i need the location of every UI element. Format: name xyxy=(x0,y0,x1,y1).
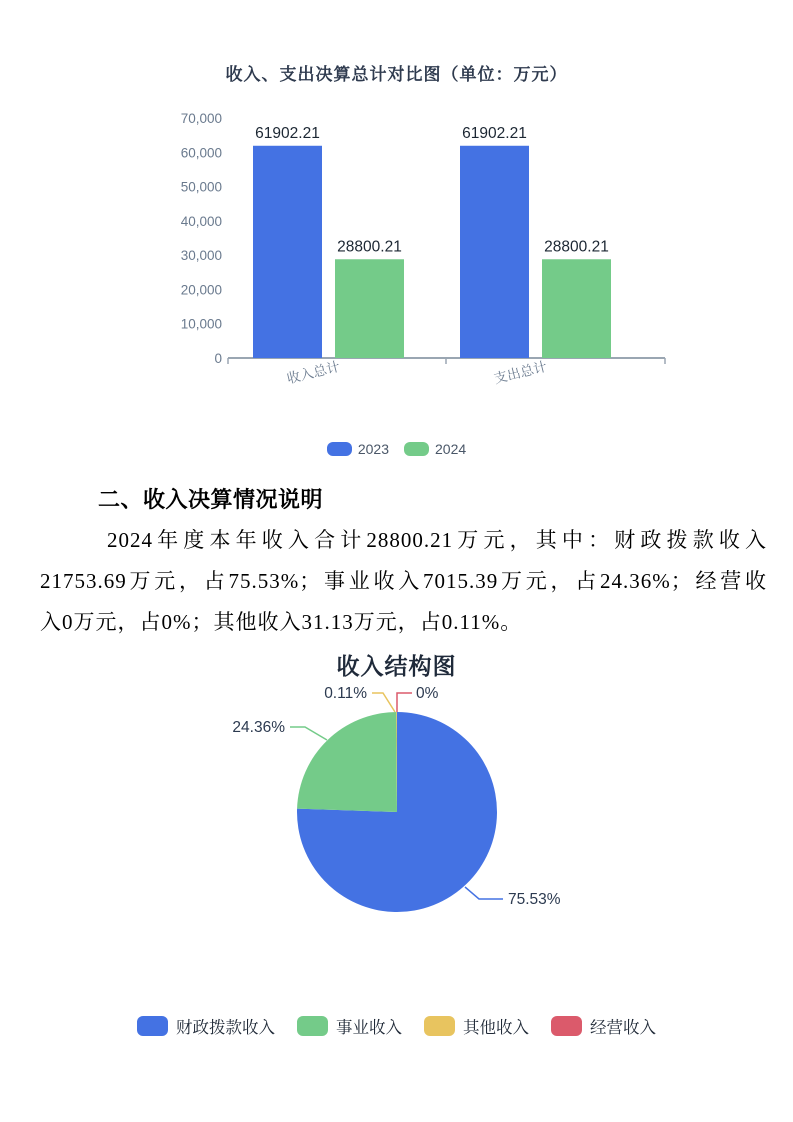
y-axis-tick-label: 40,000 xyxy=(180,213,222,229)
y-axis-tick-label: 10,000 xyxy=(180,316,222,332)
paragraph-line: 2024年度本年收入合计28800.21万元，其中：财政拨款收入 xyxy=(107,528,767,552)
pie-legend-item-0 xyxy=(137,1014,275,1038)
y-axis-tick-label: 0 xyxy=(214,351,222,366)
bar-value-label: 61902.21 xyxy=(462,124,527,142)
y-axis-tick-label: 60,000 xyxy=(180,145,222,161)
pie-label-line xyxy=(290,727,327,740)
legend-label: 2024 xyxy=(435,441,467,457)
pie-legend-item-3 xyxy=(551,1014,656,1038)
pie-chart xyxy=(145,660,650,970)
bar-2024-0 xyxy=(335,259,404,358)
legend-label: 经营收入 xyxy=(590,1019,656,1037)
body-paragraph xyxy=(40,520,767,643)
bar-value-label: 28800.21 xyxy=(544,238,609,256)
pie-chart-title: 收入结构图 xyxy=(336,653,457,679)
x-axis-category-label: 收入总计 xyxy=(285,358,342,387)
paragraph-line: 21753.69万元，占75.53%；事业收入7015.39万元，占24.36%；经营收 xyxy=(40,569,767,593)
pie-percent-label: 24.36% xyxy=(232,719,285,736)
pie-percent-label: 0.11% xyxy=(324,685,367,702)
pie-slice-1 xyxy=(297,712,397,812)
bar-2023-1 xyxy=(460,146,529,358)
x-axis-category-label: 支出总计 xyxy=(492,358,549,387)
bar-2023-0 xyxy=(253,146,322,358)
y-axis-tick-label: 50,000 xyxy=(180,179,222,195)
bar-value-label: 61902.21 xyxy=(255,124,320,142)
bar-legend-item-1 xyxy=(404,441,466,457)
legend-swatch-icon xyxy=(327,442,352,456)
bar-legend-item-0 xyxy=(327,441,389,457)
pie-chart-legend xyxy=(0,1014,793,1038)
pie-label-line xyxy=(372,693,395,712)
paragraph-line: 入0万元，占0%；其他收入31.13万元，占0.11%。 xyxy=(40,610,523,634)
y-axis-tick-label: 30,000 xyxy=(180,248,222,264)
y-axis-tick-label: 70,000 xyxy=(180,111,222,126)
pie-label-line xyxy=(465,887,503,899)
bar-value-label: 28800.21 xyxy=(337,238,402,256)
pie-percent-label: 0% xyxy=(416,685,439,702)
pie-legend-item-1 xyxy=(297,1014,402,1038)
y-axis-tick-label: 20,000 xyxy=(180,282,222,298)
legend-label: 2023 xyxy=(357,441,389,457)
pie-legend-item-2 xyxy=(424,1014,529,1038)
pie-label-line xyxy=(397,693,412,712)
bar-chart-legend xyxy=(0,441,793,457)
bar-chart xyxy=(180,96,685,406)
bar-2024-1 xyxy=(542,259,611,358)
bar-chart-title: 收入、支出决算总计对比图（单位：万元） xyxy=(225,65,568,84)
legend-label: 财政拨款收入 xyxy=(176,1019,275,1037)
legend-swatch-icon xyxy=(137,1016,168,1036)
legend-label: 事业收入 xyxy=(336,1019,402,1037)
pie-percent-label: 75.53% xyxy=(508,891,561,908)
legend-swatch-icon xyxy=(551,1016,582,1036)
legend-label: 其他收入 xyxy=(463,1019,529,1037)
section-heading: 二、收入决算情况说明 xyxy=(98,487,324,512)
legend-swatch-icon xyxy=(404,442,429,456)
legend-swatch-icon xyxy=(297,1016,328,1036)
legend-swatch-icon xyxy=(424,1016,455,1036)
